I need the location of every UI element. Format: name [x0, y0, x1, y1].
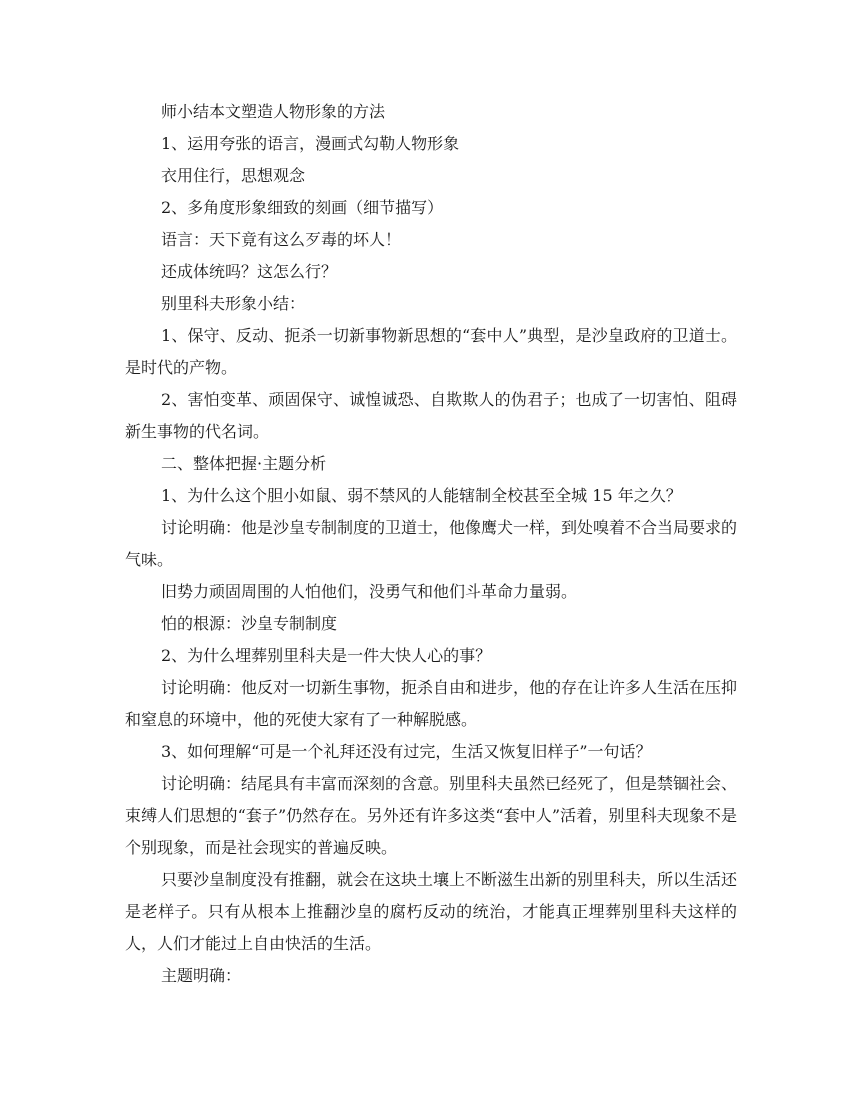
paragraph-discussion-3: 讨论明确：结尾具有丰富而深刻的含意。别里科夫虽然已经死了，但是禁锢社会、束缚人们思想的“套子”仍然存在。另外还有许多这类“套中人”活着，别里科夫现象不是个别现象，而是社会现实的普遍反映。	[125, 774, 738, 857]
paragraph-clothing-ideas: 衣用住行，思想观念	[161, 166, 306, 185]
paragraph-root-of-fear: 怕的根源：沙皇专制制度	[161, 614, 338, 633]
paragraph-conclusion: 只要沙皇制度没有推翻，就会在这块土壤上不断滋生出新的别里科夫，所以生活还是老样子。只有从根本上推翻沙皇的腐朽反动的统治，才能真正埋葬别里科夫这样的人，人们才能过上自由快活的生活。	[125, 870, 738, 953]
paragraph-discussion-2: 讨论明确：他反对一切新生事物，扼杀自由和进步，他的存在让许多人生活在压抑和窒息的环境中，他的死使大家有了一种解脱感。	[125, 678, 738, 729]
paragraph-quote-2: 还成体统吗？这怎么行？	[161, 262, 338, 281]
paragraph-point-exaggeration: 1、运用夸张的语言，漫画式勾勒人物形象	[161, 134, 460, 153]
paragraph-question-1: 1、为什么这个胆小如鼠、弱不禁风的人能辖制全校甚至全城 15 年之久？	[161, 486, 682, 505]
section-heading-theme-analysis: 二、整体把握·主题分析	[161, 454, 327, 473]
paragraph-question-3: 3、如何理解“可是一个礼拜还没有过完，生活又恢复旧样子”一句话？	[161, 742, 652, 761]
paragraph-summary-point-2: 2、害怕变革、顽固保守、诚惶诚恐、自欺欺人的伪君子；也成了一切害怕、阻碍新生事物的代名词。	[125, 390, 737, 441]
paragraph-image-summary: 别里科夫形象小结：	[161, 294, 306, 313]
paragraph-old-forces: 旧势力顽固周围的人怕他们，没勇气和他们斗革命力量弱。	[161, 582, 578, 601]
paragraph-summary-heading: 师小结本文塑造人物形象的方法	[161, 102, 386, 121]
paragraph-discussion-1: 讨论明确：他是沙皇专制制度的卫道士，他像鹰犬一样，到处嗅着不合当局要求的气味。	[125, 518, 738, 569]
paragraph-summary-point-1: 1、保守、反动、扼杀一切新事物新思想的“套中人”典型，是沙皇政府的卫道士。是时代的产物。	[125, 326, 737, 377]
paragraph-point-detail: 2、多角度形象细致的刻画（细节描写）	[161, 198, 444, 217]
paragraph-language-quote: 语言：天下竟有这么歹毒的坏人！	[161, 230, 402, 249]
paragraph-theme-heading: 主题明确：	[161, 966, 242, 985]
document-body	[125, 96, 737, 992]
paragraph-question-2: 2、为什么埋葬别里科夫是一件大快人心的事？	[161, 646, 492, 665]
